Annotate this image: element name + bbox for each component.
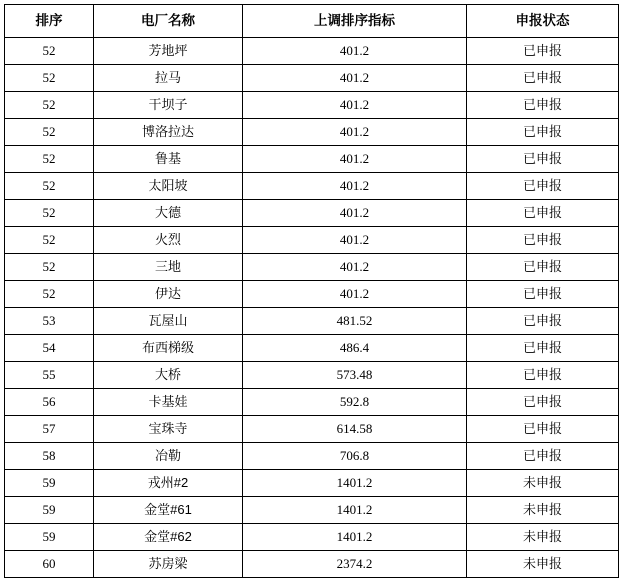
cell-rank: 60 bbox=[5, 551, 94, 578]
table-row bbox=[5, 119, 619, 146]
cell-status: 已申报 bbox=[467, 281, 619, 308]
cell-plant-name: 大德 bbox=[94, 200, 243, 227]
cell-rank: 59 bbox=[5, 524, 94, 551]
cell-status: 已申报 bbox=[467, 119, 619, 146]
cell-rank: 57 bbox=[5, 416, 94, 443]
cell-status: 已申报 bbox=[467, 254, 619, 281]
cell-rank: 56 bbox=[5, 389, 94, 416]
cell-status: 已申报 bbox=[467, 389, 619, 416]
cell-rank: 52 bbox=[5, 119, 94, 146]
table-row bbox=[5, 551, 619, 578]
table-row bbox=[5, 146, 619, 173]
cell-status: 已申报 bbox=[467, 227, 619, 254]
cell-plant-name: 瓦屋山 bbox=[94, 308, 243, 335]
cell-metric: 2374.2 bbox=[243, 551, 467, 578]
table-row bbox=[5, 470, 619, 497]
cell-metric: 1401.2 bbox=[243, 470, 467, 497]
cell-metric: 592.8 bbox=[243, 389, 467, 416]
cell-rank: 58 bbox=[5, 443, 94, 470]
table-body bbox=[5, 38, 619, 578]
cell-plant-name: 鲁基 bbox=[94, 146, 243, 173]
cell-plant-name: 大桥 bbox=[94, 362, 243, 389]
cell-status: 已申报 bbox=[467, 38, 619, 65]
column-header-plant-name: 电厂名称 bbox=[94, 5, 243, 38]
cell-status: 已申报 bbox=[467, 65, 619, 92]
cell-rank: 52 bbox=[5, 92, 94, 119]
cell-rank: 55 bbox=[5, 362, 94, 389]
cell-rank: 52 bbox=[5, 281, 94, 308]
cell-plant-name: 三地 bbox=[94, 254, 243, 281]
cell-status: 已申报 bbox=[467, 362, 619, 389]
cell-rank: 52 bbox=[5, 254, 94, 281]
cell-metric: 1401.2 bbox=[243, 524, 467, 551]
table-row bbox=[5, 281, 619, 308]
table-row bbox=[5, 362, 619, 389]
cell-status: 已申报 bbox=[467, 92, 619, 119]
table-row bbox=[5, 200, 619, 227]
cell-status: 未申报 bbox=[467, 497, 619, 524]
cell-status: 已申报 bbox=[467, 335, 619, 362]
cell-plant-name: 戎州#2 bbox=[94, 470, 243, 497]
cell-metric: 401.2 bbox=[243, 200, 467, 227]
cell-status: 未申报 bbox=[467, 551, 619, 578]
cell-plant-name: 金堂#62 bbox=[94, 524, 243, 551]
table-row bbox=[5, 335, 619, 362]
cell-metric: 1401.2 bbox=[243, 497, 467, 524]
cell-metric: 706.8 bbox=[243, 443, 467, 470]
cell-plant-name: 火烈 bbox=[94, 227, 243, 254]
column-header-status: 申报状态 bbox=[467, 5, 619, 38]
table-row bbox=[5, 308, 619, 335]
cell-status: 已申报 bbox=[467, 200, 619, 227]
cell-rank: 52 bbox=[5, 173, 94, 200]
cell-metric: 401.2 bbox=[243, 92, 467, 119]
cell-status: 已申报 bbox=[467, 308, 619, 335]
table-row bbox=[5, 254, 619, 281]
table-row bbox=[5, 38, 619, 65]
column-header-metric: 上调排序指标 bbox=[243, 5, 467, 38]
table-row bbox=[5, 524, 619, 551]
cell-rank: 59 bbox=[5, 497, 94, 524]
cell-status: 未申报 bbox=[467, 470, 619, 497]
table-row bbox=[5, 65, 619, 92]
cell-plant-name: 博洛拉达 bbox=[94, 119, 243, 146]
cell-plant-name: 布西梯级 bbox=[94, 335, 243, 362]
cell-status: 未申报 bbox=[467, 524, 619, 551]
cell-status: 已申报 bbox=[467, 173, 619, 200]
column-header-rank: 排序 bbox=[5, 5, 94, 38]
cell-plant-name: 伊达 bbox=[94, 281, 243, 308]
cell-status: 已申报 bbox=[467, 416, 619, 443]
table-row bbox=[5, 497, 619, 524]
cell-plant-name: 冶勒 bbox=[94, 443, 243, 470]
cell-rank: 52 bbox=[5, 200, 94, 227]
cell-plant-name: 卡基娃 bbox=[94, 389, 243, 416]
cell-metric: 481.52 bbox=[243, 308, 467, 335]
cell-metric: 401.2 bbox=[243, 119, 467, 146]
cell-rank: 52 bbox=[5, 38, 94, 65]
cell-plant-name: 金堂#61 bbox=[94, 497, 243, 524]
table-row bbox=[5, 92, 619, 119]
cell-metric: 401.2 bbox=[243, 227, 467, 254]
table-row bbox=[5, 227, 619, 254]
cell-plant-name: 太阳坡 bbox=[94, 173, 243, 200]
cell-rank: 52 bbox=[5, 146, 94, 173]
cell-metric: 401.2 bbox=[243, 173, 467, 200]
cell-status: 已申报 bbox=[467, 146, 619, 173]
cell-plant-name: 芳地坪 bbox=[94, 38, 243, 65]
table-row bbox=[5, 416, 619, 443]
table-row bbox=[5, 389, 619, 416]
cell-metric: 401.2 bbox=[243, 65, 467, 92]
cell-plant-name: 宝珠寺 bbox=[94, 416, 243, 443]
cell-rank: 59 bbox=[5, 470, 94, 497]
cell-metric: 401.2 bbox=[243, 281, 467, 308]
table-row bbox=[5, 173, 619, 200]
cell-plant-name: 干坝子 bbox=[94, 92, 243, 119]
cell-rank: 52 bbox=[5, 65, 94, 92]
ranking-table bbox=[4, 4, 619, 578]
cell-metric: 401.2 bbox=[243, 146, 467, 173]
table-header-row bbox=[5, 5, 619, 38]
cell-rank: 54 bbox=[5, 335, 94, 362]
table-row bbox=[5, 443, 619, 470]
cell-metric: 401.2 bbox=[243, 38, 467, 65]
cell-metric: 573.48 bbox=[243, 362, 467, 389]
cell-plant-name: 拉马 bbox=[94, 65, 243, 92]
cell-rank: 52 bbox=[5, 227, 94, 254]
cell-status: 已申报 bbox=[467, 443, 619, 470]
cell-rank: 53 bbox=[5, 308, 94, 335]
cell-metric: 486.4 bbox=[243, 335, 467, 362]
cell-metric: 401.2 bbox=[243, 254, 467, 281]
cell-plant-name: 苏房梁 bbox=[94, 551, 243, 578]
cell-metric: 614.58 bbox=[243, 416, 467, 443]
